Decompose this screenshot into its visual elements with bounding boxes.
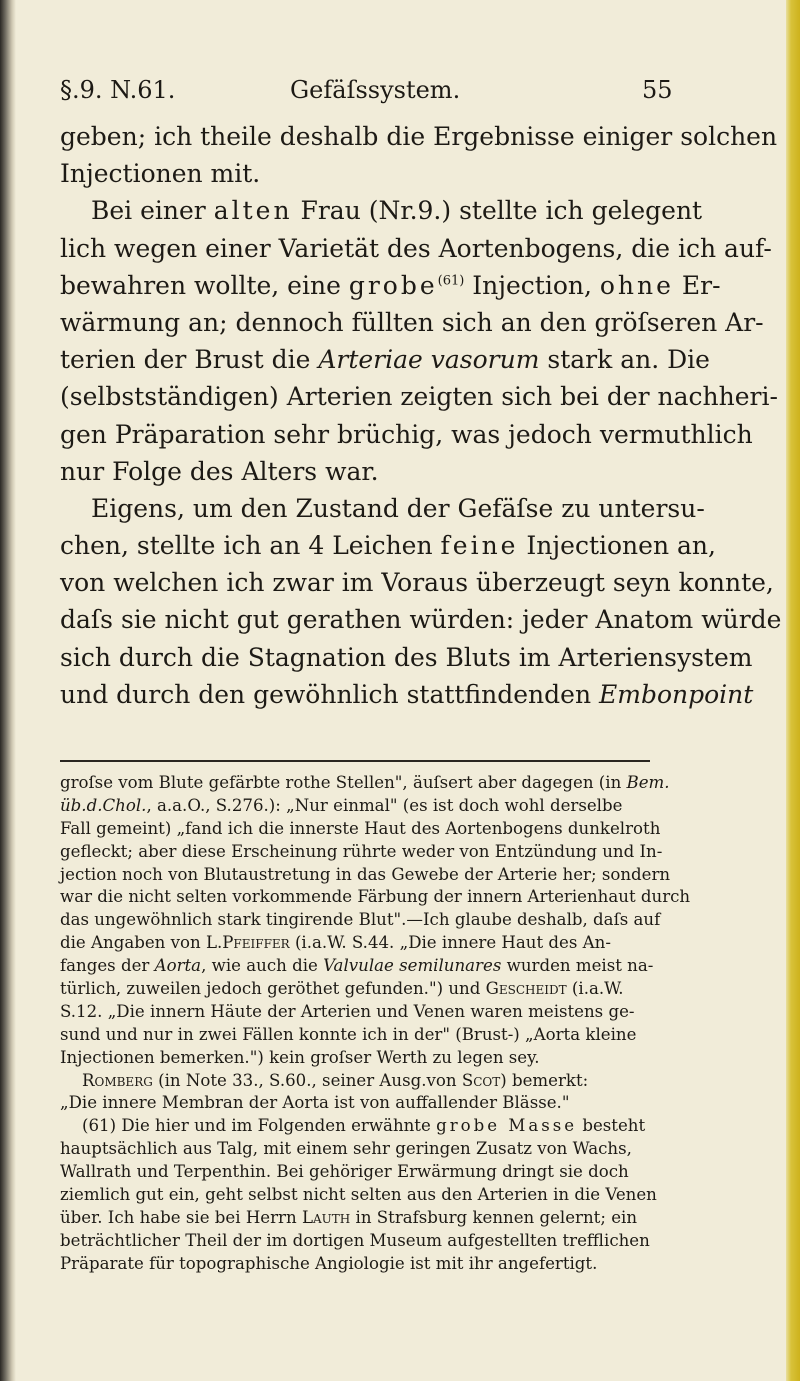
footnote-line: fanges der Aorta, wie auch die Valvulae semilunares wurden meist na- bbox=[60, 956, 654, 976]
main-text bbox=[60, 118, 780, 713]
text-line: von welchen ich zwar im Voraus überzeugt seyn konnte, bbox=[60, 568, 774, 598]
page-number: 55 bbox=[642, 76, 673, 104]
running-header bbox=[60, 76, 720, 110]
footnote-line: groſse vom Blute gefärbte rothe Stellen", äuſsert aber dagegen (in Bem. bbox=[60, 773, 670, 792]
footnote-line: Präparate für topographische Angiologie ist mit ihr angefertigt. bbox=[60, 1253, 598, 1273]
book-spine-shadow bbox=[0, 0, 16, 1381]
footnote-line: beträchtlicher Theil der im dortigen Museum aufgestellten trefflichen bbox=[60, 1230, 650, 1250]
text-line: Bei einer alten Frau (Nr.9.) stellte ich gelegent bbox=[91, 196, 703, 226]
footnote-line: war die nicht selten vorkommende Färbung der innern Arterienhaut durch bbox=[60, 887, 691, 907]
footnote-line: türlich, zuweilen jedoch geröthet gefunden.") und Gescheidt (i.a.W. bbox=[60, 979, 624, 999]
text-line: wärmung an; dennoch füllten sich an den gröſseren Ar- bbox=[60, 307, 764, 337]
footnote-line: Romberg (in Note 33., S.60., seiner Ausg.von Scot) bemerkt: bbox=[82, 1070, 589, 1090]
footnote-line: Wallrath und Terpenthin. Bei gehöriger Erwärmung dringt sie doch bbox=[60, 1162, 629, 1182]
page-edge-right bbox=[786, 0, 800, 1381]
footnote-ref: (61) bbox=[437, 273, 465, 289]
footnote-line: jection noch von Blutaustretung in das Gewebe der Arterie her; sondern bbox=[60, 864, 671, 884]
footnote-line: üb.d.Chol., a.a.O., S.276.): „Nur einmal" (es ist doch wohl derselbe bbox=[60, 795, 623, 815]
footnote-divider bbox=[60, 760, 650, 762]
book-page bbox=[60, 0, 782, 1381]
text-line: geben; ich theile deshalb die Ergebnisse einiger solchen bbox=[60, 122, 778, 151]
text-line: daſs sie nicht gut gerathen würden: jeder Anatom würde bbox=[60, 605, 782, 635]
footnote-line: gefleckt; aber diese Erscheinung rührte weder von Entzündung und In- bbox=[60, 841, 663, 861]
footnote-line: Fall gemeint) „fand ich die innerste Haut des Aortenbogens dunkelroth bbox=[60, 818, 661, 838]
footnote-line: ziemlich gut ein, geht selbst nicht selten aus den Arterien in die Venen bbox=[60, 1185, 657, 1205]
text-line: Injectionen mit. bbox=[60, 159, 261, 189]
footnote-line: (61) Die hier und im Folgenden erwähnte grobe Masse besteht bbox=[82, 1116, 646, 1136]
footnote-line: „Die innere Membran der Aorta ist von auffallender Blässe." bbox=[60, 1093, 570, 1113]
footnotes bbox=[60, 772, 780, 1276]
header-section-number: §.9. N.61. bbox=[60, 76, 176, 104]
footnote-line: die Angaben von L.Pfeiffer (i.a.W. S.44. „Die innere Haut des An- bbox=[60, 933, 611, 953]
footnote-line: Injectionen bemerken.") kein groſser Werth zu legen sey. bbox=[60, 1047, 540, 1067]
footnote-line: sund und nur in zwei Fällen konnte ich in der" (Brust-) „Aorta kleine bbox=[60, 1024, 637, 1044]
text-line: Eigens, um den Zustand der Gefäſse zu untersu- bbox=[91, 493, 705, 523]
text-line: terien der Brust die Arteriae vasorum stark an. Die bbox=[60, 345, 710, 375]
text-line: gen Präparation sehr brüchig, was jedoch vermuthlich bbox=[60, 419, 753, 449]
text-line: lich wegen einer Varietät des Aortenbogens, die ich auf- bbox=[60, 233, 772, 263]
footnote-line: das ungewöhnlich stark tingirende Blut".—Ich glaube deshalb, daſs auf bbox=[60, 910, 661, 930]
text-line: sich durch die Stagnation des Bluts im Arteriensystem bbox=[60, 642, 753, 672]
text-line: (selbstständigen) Arterien zeigten sich bei der nachheri- bbox=[60, 382, 778, 412]
text-line: bewahren wollte, eine grobe$^{(61)}$ Injection, ohne Er- bbox=[60, 270, 721, 300]
footnote-line: über. Ich habe sie bei Herrn Lauth in Strafsburg kennen gelernt; ein bbox=[60, 1207, 638, 1227]
text-line: chen, stellte ich an 4 Leichen feine Injectionen an, bbox=[60, 531, 716, 561]
footnote-line: hauptsächlich aus Talg, mit einem sehr geringen Zusatz von Wachs, bbox=[60, 1139, 632, 1159]
text-line: und durch den gewöhnlich stattfindenden Embonpoint bbox=[60, 679, 754, 709]
text-line: nur Folge des Alters war. bbox=[60, 456, 379, 486]
header-title: Gefäſssystem. bbox=[290, 76, 461, 104]
footnote-line: S.12. „Die innern Häute der Arterien und Venen waren meistens ge- bbox=[60, 1001, 635, 1021]
